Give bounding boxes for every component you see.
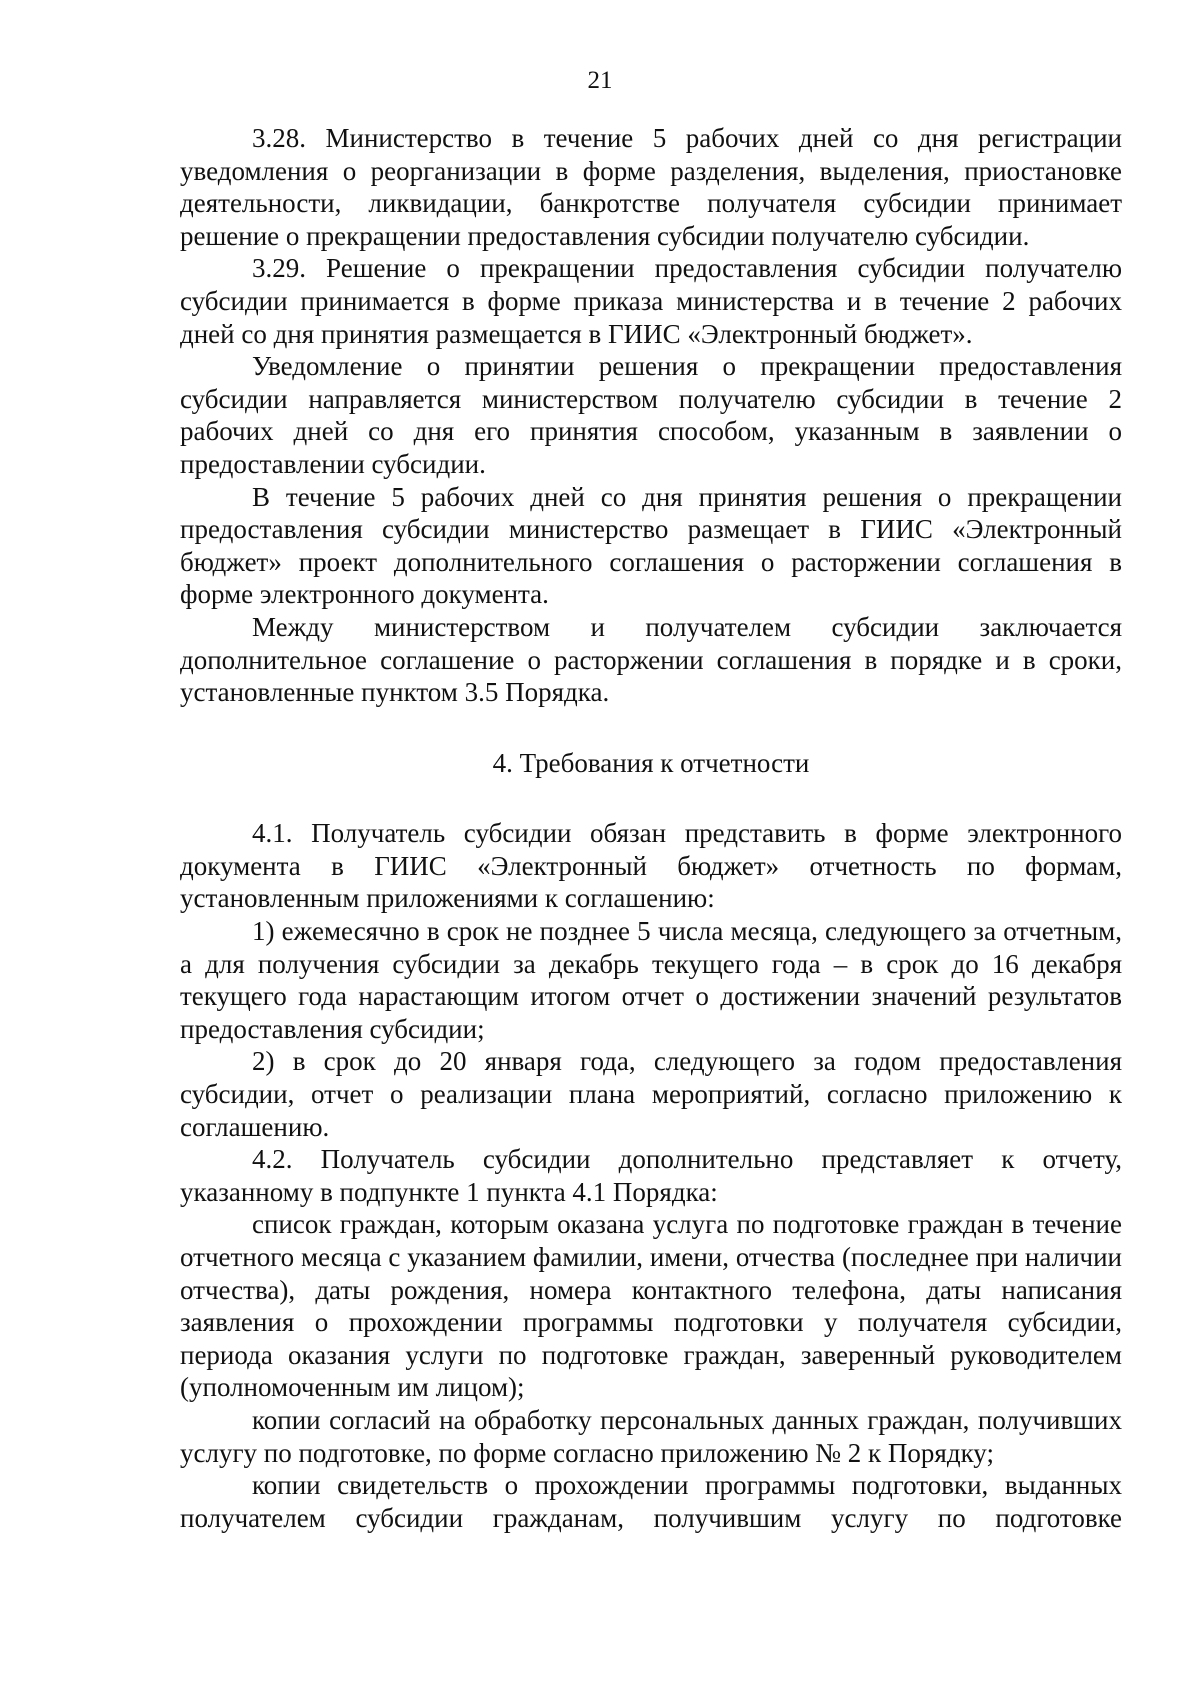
paragraph-3-29: 3.29. Решение о прекращении предоставления субсидии получателю субсидии принимается в форме приказа министерства и в течение 2 рабочих дней со дня принятия размещается в ГИИС «Электронный бюджет».: [180, 253, 1122, 349]
paragraph-4-2: 4.2. Получатель субсидии дополнительно представляет к отчету, указанному в подпункте 1 пункта 4.1 Порядка:: [180, 1144, 1122, 1207]
list-item-2: 2) в срок до 20 января года, следующего за годом предоставления субсидии, отчет о реализации плана мероприятий, согласно приложению к соглашению.: [180, 1046, 1122, 1142]
paragraph-citizens-list: список граждан, которым оказана услуга по подготовке граждан в течение отчетного месяца с указанием фамилии, имени, отчества (последнее при наличии отчества), даты рождения, номера контактного телефона, даты написания заявления о прохождении программы подготовки у получателя субсидии, периода оказания услуги по подготовке граждан, заверенный руководителем (уполномоченным им лицом);: [180, 1209, 1122, 1403]
paragraph-placement: В течение 5 рабочих дней со дня принятия решения о прекращении предоставления субсидии министерство размещает в ГИИС «Электронный бюджет» проект дополнительного соглашения о расторжении соглашения в форме электронного документа.: [180, 481, 1122, 610]
paragraph-agreement: Между министерством и получателем субсидии заключается дополнительное соглашение о расторжении соглашения в порядке и в сроки, установленные пунктом 3.5 Порядка.: [180, 611, 1122, 708]
section-heading: 4. Требования к отчетности: [492, 747, 810, 778]
paragraph-4-1: 4.1. Получатель субсидии обязан представить в форме электронного документа в ГИИС «Электронный бюджет» отчетность по формам, установленным приложениями к соглашению:: [180, 818, 1122, 914]
list-item-1: 1) ежемесячно в срок не позднее 5 числа месяца, следующего за отчетным, а для получения субсидии за декабрь текущего года – в срок до 16 декабря текущего года нарастающим итогом отчет о достижении значений результатов предоставления субсидии;: [180, 916, 1122, 1044]
document-body: [180, 122, 1122, 1534]
paragraph-consent-copies: копии согласий на обработку персональных данных граждан, получивших услугу по подготовке, по форме согласно приложению № 2 к Порядку;: [180, 1404, 1122, 1468]
paragraph-certificate-copies: копии свидетельств о прохождении программы подготовки, выданных получателем субсидии гражданам, получившим услугу по подготовке: [180, 1470, 1122, 1533]
paragraph-notification: Уведомление о принятии решения о прекращении предоставления субсидии направляется министерством получателю субсидии в течение 2 рабочих дней со дня его принятия способом, указанным в заявлении о предоставлении субсидии.: [180, 351, 1122, 479]
paragraph-3-28: 3.28. Министерство в течение 5 рабочих дней со дня регистрации уведомления о реорганизации в форме разделения, выделения, приостановке деятельности, ликвидации, банкротстве получателя субсидии принимает решение о прекращении предоставления субсидии получателю субсидии.: [180, 123, 1122, 251]
page-number: 21: [587, 67, 613, 94]
